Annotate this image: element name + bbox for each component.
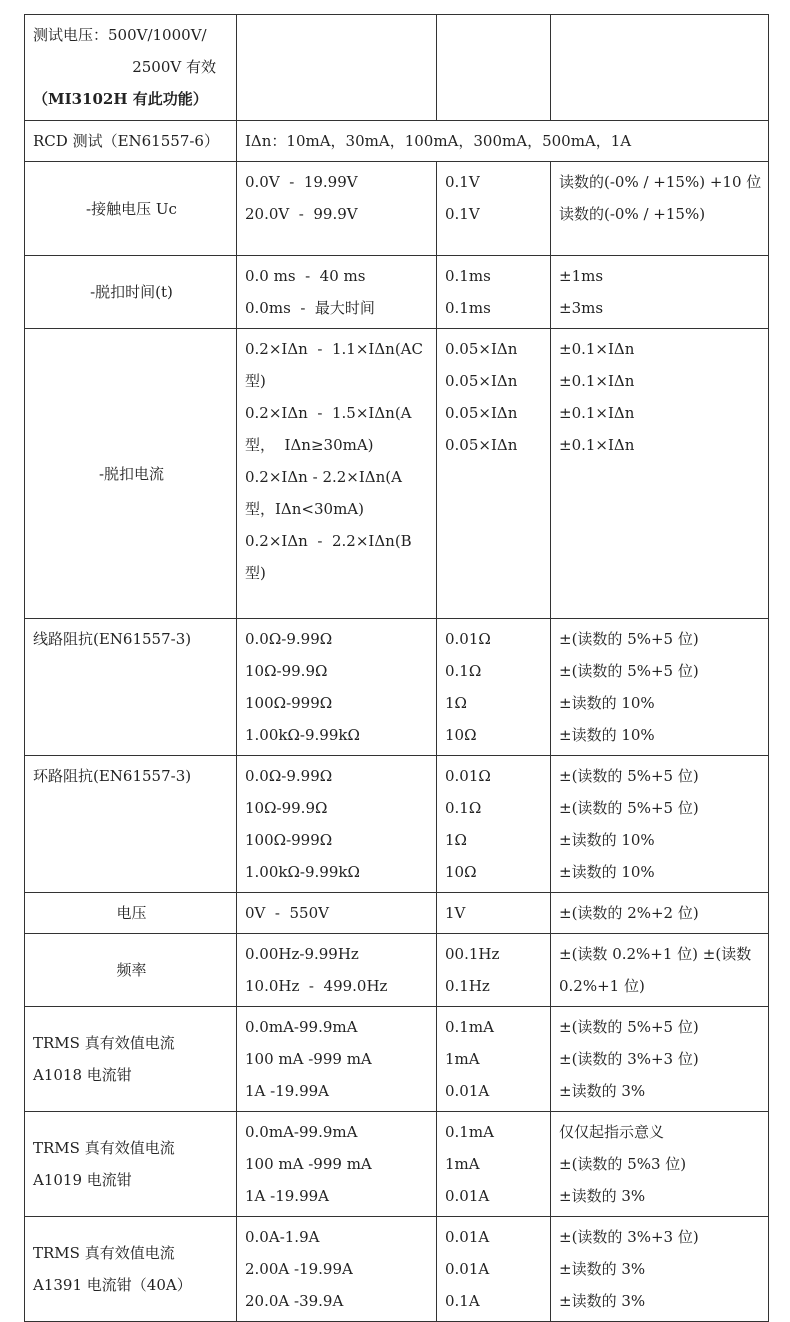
- range-line: 100Ω-999Ω: [245, 694, 333, 712]
- spec-table: [24, 14, 769, 1322]
- accuracy-line: ±读数的 3%: [559, 1260, 646, 1278]
- resolution-line: 0.05×IΔn: [445, 340, 518, 358]
- table-row: [25, 162, 769, 256]
- row-name-line: A1391 电流钳（40A）: [33, 1276, 192, 1294]
- resolution-cell: [437, 756, 551, 893]
- accuracy-cell: [551, 756, 769, 893]
- row-name-line: A1018 电流钳: [33, 1066, 132, 1084]
- row-name-line: -接触电压 Uc: [86, 199, 177, 218]
- table-row: [25, 893, 769, 934]
- row-name-line: A1019 电流钳: [33, 1171, 132, 1189]
- resolution-line: 1Ω: [445, 831, 467, 849]
- accuracy-line: ±(读数的 5%+5 位): [559, 662, 699, 680]
- accuracy-line: 读数的(-0% / +15%) +10 位: [559, 173, 762, 191]
- resolution-line: 0.1A: [445, 1292, 480, 1310]
- range-cell: [237, 1112, 437, 1217]
- accuracy-line: 仅仅起指示意义: [559, 1123, 665, 1141]
- range-cell: [237, 1217, 437, 1322]
- row-name-cell: [25, 1007, 237, 1112]
- resolution-line: 1V: [445, 904, 466, 922]
- row-name-cell: [25, 1112, 237, 1217]
- accuracy-line: ±读数的 10%: [559, 726, 655, 744]
- resolution-cell: [437, 329, 551, 619]
- accuracy-cell: [551, 1112, 769, 1217]
- accuracy-line: ±读数的 10%: [559, 694, 655, 712]
- range-line: 0.0Ω-9.99Ω: [245, 630, 333, 648]
- range-line: 0.2×IΔn - 2.2×IΔn(A 型，IΔn<30mA): [245, 468, 407, 518]
- accuracy-line: ±(读数的 5%+5 位): [559, 1018, 699, 1036]
- resolution-line: 0.05×IΔn: [445, 372, 518, 390]
- row-name-cell: [25, 256, 237, 329]
- range-line: 20.0V - 99.9V: [245, 205, 358, 223]
- range-line: 1.00kΩ-9.99kΩ: [245, 863, 360, 881]
- resolution-line: 00.1Hz: [445, 945, 500, 963]
- rcd-current-list: IΔn：10mA，30mA，100mA，300mA，500mA，1A: [245, 132, 632, 150]
- row-name-line: -脱扣电流: [98, 464, 165, 483]
- accuracy-line: ±3ms: [559, 299, 604, 317]
- table-row: [25, 1217, 769, 1322]
- accuracy-line: 读数的(-0% / +15%): [559, 205, 706, 223]
- accuracy-line: ±读数的 3%: [559, 1292, 646, 1310]
- accuracy-cell: [551, 1007, 769, 1112]
- resolution-line: 0.1mA: [445, 1123, 494, 1141]
- row-name-cell: [25, 893, 237, 934]
- resolution-line: 0.1ms: [445, 267, 491, 285]
- resolution-line: 0.1ms: [445, 299, 491, 317]
- accuracy-line: ±0.1×IΔn: [559, 340, 635, 358]
- row-name-line: TRMS 真有效值电流: [33, 1034, 175, 1052]
- row-name-line: -脱扣时间(t): [90, 283, 173, 301]
- accuracy-line: ±(读数的 5%+5 位): [559, 799, 699, 817]
- row-name-line: 环路阻抗(EN61557-3): [33, 767, 192, 785]
- range-line: 10Ω-99.9Ω: [245, 799, 328, 817]
- range-line: 2.00A -19.99A: [245, 1260, 353, 1278]
- row-name-cell: [25, 619, 237, 756]
- range-line: 1A -19.99A: [245, 1082, 329, 1100]
- accuracy-cell: [551, 15, 769, 121]
- accuracy-cell: [551, 619, 769, 756]
- accuracy-cell: [551, 162, 769, 256]
- accuracy-line: ±(读数的 5%+5 位): [559, 767, 699, 785]
- row-name-cell: [25, 121, 237, 162]
- resolution-cell: [437, 893, 551, 934]
- range-cell: [237, 1007, 437, 1112]
- table-row: [25, 756, 769, 893]
- table-row: [25, 15, 769, 121]
- resolution-cell: [437, 1007, 551, 1112]
- table-row: [25, 934, 769, 1007]
- row-name-cell: [25, 162, 237, 256]
- row-name-cell: [25, 934, 237, 1007]
- range-cell: [237, 619, 437, 756]
- resolution-line: 1mA: [445, 1155, 480, 1173]
- range-line: 0.0 ms - 40 ms: [245, 267, 366, 285]
- range-line: 20.0A -39.9A: [245, 1292, 344, 1310]
- resolution-line: 0.01Ω: [445, 767, 491, 785]
- range-line: 0.2×IΔn - 1.5×IΔn(A 型， IΔn≥30mA): [245, 404, 422, 454]
- resolution-line: 10Ω: [445, 726, 477, 744]
- resolution-cell: [437, 15, 551, 121]
- merged-cell: [237, 121, 769, 162]
- resolution-line: 0.1Ω: [445, 662, 482, 680]
- accuracy-line: ±0.1×IΔn: [559, 372, 635, 390]
- row-name-cell: [25, 1217, 237, 1322]
- range-cell: [237, 329, 437, 619]
- resolution-line: 0.01A: [445, 1260, 490, 1278]
- range-line: 1.00kΩ-9.99kΩ: [245, 726, 360, 744]
- row-name-cell: [25, 329, 237, 619]
- accuracy-line: ±(读数的 2%+2 位): [559, 904, 699, 922]
- row-name-line: TRMS 真有效值电流: [33, 1139, 175, 1157]
- resolution-cell: [437, 256, 551, 329]
- range-cell: [237, 256, 437, 329]
- resolution-line: 0.05×IΔn: [445, 404, 518, 422]
- table-row: [25, 1007, 769, 1112]
- resolution-cell: [437, 1112, 551, 1217]
- range-line: 0.0V - 19.99V: [245, 173, 358, 191]
- range-line: 0.0mA-99.9mA: [245, 1018, 358, 1036]
- resolution-line: 0.01A: [445, 1187, 490, 1205]
- table-row: [25, 256, 769, 329]
- row-name-cell: [25, 756, 237, 893]
- table-row: [25, 1112, 769, 1217]
- range-line: 0V - 550V: [245, 904, 329, 922]
- range-cell: [237, 934, 437, 1007]
- accuracy-cell: [551, 1217, 769, 1322]
- range-line: 0.2×IΔn - 2.2×IΔn(B 型): [245, 532, 417, 582]
- resolution-line: 0.1mA: [445, 1018, 494, 1036]
- row-name-line: RCD 测试（EN61557-6）: [33, 132, 219, 150]
- accuracy-line: ±读数的 10%: [559, 863, 655, 881]
- resolution-line: 0.01Ω: [445, 630, 491, 648]
- accuracy-cell: [551, 934, 769, 1007]
- range-cell: [237, 756, 437, 893]
- resolution-line: 10Ω: [445, 863, 477, 881]
- resolution-cell: [437, 619, 551, 756]
- accuracy-line: ±(读数的 5%3 位): [559, 1155, 687, 1173]
- resolution-line: 0.05×IΔn: [445, 436, 518, 454]
- range-line: 0.0mA-99.9mA: [245, 1123, 358, 1141]
- resolution-line: 1Ω: [445, 694, 467, 712]
- resolution-cell: [437, 1217, 551, 1322]
- range-line: 0.0ms - 最大时间: [245, 299, 375, 317]
- accuracy-line: ±读数的 3%: [559, 1082, 646, 1100]
- accuracy-line: ±0.1×IΔn: [559, 404, 635, 422]
- row-name-line: 测试电压：500V/1000V/: [33, 26, 207, 44]
- resolution-cell: [437, 162, 551, 256]
- range-line: 100 mA -999 mA: [245, 1050, 372, 1068]
- range-line: 10Ω-99.9Ω: [245, 662, 328, 680]
- range-line: 100 mA -999 mA: [245, 1155, 372, 1173]
- row-name-line: （MI3102H 有此功能）: [33, 90, 208, 108]
- accuracy-line: ±1ms: [559, 267, 604, 285]
- resolution-line: 1mA: [445, 1050, 480, 1068]
- accuracy-cell: [551, 256, 769, 329]
- range-line: 100Ω-999Ω: [245, 831, 333, 849]
- range-line: 10.0Hz - 499.0Hz: [245, 977, 388, 995]
- table-row: [25, 329, 769, 619]
- range-line: 0.0A-1.9A: [245, 1228, 320, 1246]
- table-row: [25, 121, 769, 162]
- range-line: 1A -19.99A: [245, 1187, 329, 1205]
- accuracy-line: ±(读数的 3%+3 位): [559, 1228, 699, 1246]
- range-cell: [237, 15, 437, 121]
- accuracy-line: ±0.1×IΔn: [559, 436, 635, 454]
- accuracy-line: ±读数的 3%: [559, 1187, 646, 1205]
- row-name-cell: [25, 15, 237, 121]
- resolution-line: 0.1Hz: [445, 977, 490, 995]
- range-line: 0.0Ω-9.99Ω: [245, 767, 333, 785]
- row-name-line: 2500V 有效: [132, 58, 216, 76]
- resolution-line: 0.01A: [445, 1082, 490, 1100]
- accuracy-cell: [551, 329, 769, 619]
- row-name-line: TRMS 真有效值电流: [33, 1244, 175, 1262]
- table-row: [25, 619, 769, 756]
- range-cell: [237, 893, 437, 934]
- accuracy-cell: [551, 893, 769, 934]
- resolution-line: 0.1V: [445, 205, 480, 223]
- row-name-line: 频率: [116, 961, 147, 979]
- resolution-cell: [437, 934, 551, 1007]
- accuracy-line: ±(读数的 5%+5 位): [559, 630, 699, 648]
- resolution-line: 0.1Ω: [445, 799, 482, 817]
- range-line: 0.00Hz-9.99Hz: [245, 945, 359, 963]
- accuracy-line: ±(读数 0.2%+1 位) ±(读数 0.2%+1 位): [559, 945, 756, 995]
- resolution-line: 0.1V: [445, 173, 480, 191]
- row-name-line: 线路阻抗(EN61557-3): [33, 630, 192, 648]
- accuracy-line: ±读数的 10%: [559, 831, 655, 849]
- range-cell: [237, 162, 437, 256]
- accuracy-line: ±(读数的 3%+3 位): [559, 1050, 699, 1068]
- resolution-line: 0.01A: [445, 1228, 490, 1246]
- range-line: 0.2×IΔn - 1.1×IΔn(AC 型): [245, 340, 428, 390]
- row-name-line: 电压: [116, 904, 147, 922]
